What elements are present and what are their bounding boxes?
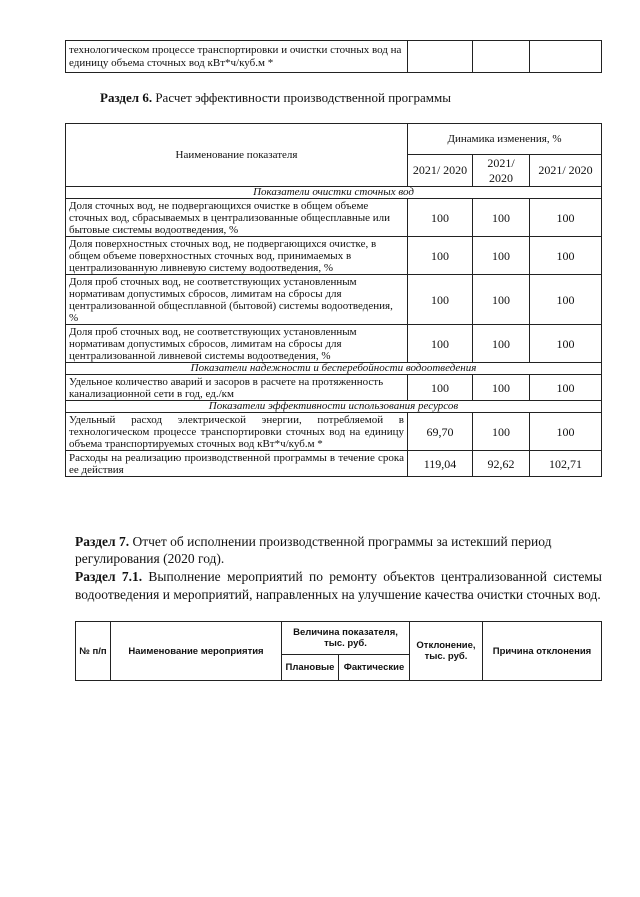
col-header-year: 2021/ 2020 <box>473 155 530 187</box>
col-header-fact: Фактические <box>339 655 410 681</box>
table-row <box>66 375 602 401</box>
col-header-num: № п/п <box>76 622 111 681</box>
section6-title: Расчет эффективности производственной программы <box>152 90 451 105</box>
value-cell: 100 <box>473 199 530 237</box>
value-cell: 92,62 <box>473 451 530 477</box>
indicator-name: Удельный расход электрической энергии, потребляемой в технологическом процессе транспортировки сточных вод на единицу объема транспортируемых сточных вод кВт*ч/куб.м * <box>66 413 408 451</box>
value-cell: 119,04 <box>408 451 473 477</box>
indicator-name: Доля поверхностных сточных вод, не подвергающихся очистке, в общем объеме поверхностных сточных вод, принимаемых в централизованную ливневую систему водоотведения, % <box>66 237 408 275</box>
value-cell: 100 <box>408 237 473 275</box>
group-row <box>66 187 602 199</box>
value-cell: 100 <box>530 237 602 275</box>
value-cell: 100 <box>473 375 530 401</box>
section7-label: Раздел 7. <box>75 534 130 549</box>
header-row <box>66 124 602 155</box>
value-cell: 100 <box>408 325 473 363</box>
value-cell: 100 <box>473 237 530 275</box>
col-header-name: Наименование показателя <box>66 124 408 187</box>
value-cell: 100 <box>530 275 602 325</box>
continued-table <box>65 40 602 73</box>
value-cell: 100 <box>530 375 602 401</box>
table-row <box>66 413 602 451</box>
section6-heading <box>100 90 451 106</box>
table-row <box>66 275 602 325</box>
table-row <box>66 237 602 275</box>
group-row <box>66 363 602 375</box>
value-cell: 100 <box>473 413 530 451</box>
col-header-dynamics: Динамика изменения, % <box>408 124 602 155</box>
section71-text: Выполнение мероприятий по ремонту объектов централизованной системы водоотведения и мероприятий, направленных на улучшение качества очистки сточных вод. <box>75 569 602 602</box>
value-cell: 100 <box>530 325 602 363</box>
indicator-name: Доля сточных вод, не подвергающихся очистке в общем объеме сточных вод, сбрасываемых в централизованные общесплавные или бытовые системы водоотведения, % <box>66 199 408 237</box>
value-cell <box>530 41 602 73</box>
value-cell <box>473 41 530 73</box>
value-cell: 100 <box>408 275 473 325</box>
col-header-plan: Плановые <box>282 655 339 681</box>
group-title: Показатели очистки сточных вод <box>66 187 602 199</box>
table-row <box>66 199 602 237</box>
value-cell: 102,71 <box>530 451 602 477</box>
value-cell: 100 <box>530 413 602 451</box>
efficiency-table <box>65 123 602 477</box>
col-header-deviation: Отклонение, тыс. руб. <box>410 622 483 681</box>
indicator-name: Удельное количество аварий и засоров в расчете на протяженность канализационной сети в год, ед./км <box>66 375 408 401</box>
table-row <box>66 325 602 363</box>
table-row <box>66 451 602 477</box>
value-cell: 100 <box>473 275 530 325</box>
value-cell: 100 <box>408 199 473 237</box>
table-row <box>66 41 602 73</box>
indicator-name-cell: технологическом процессе транспортировки и очистки сточных вод на единицу объема сточных вод кВт*ч/куб.м * <box>66 41 408 73</box>
section7-paragraph <box>75 533 602 567</box>
col-header-reason: Причина отклонения <box>483 622 602 681</box>
col-header-name: Наименование мероприятия <box>111 622 282 681</box>
measures-table <box>75 621 602 681</box>
group-title: Показатели надежности и бесперебойности водоотведения <box>66 363 602 375</box>
section6-label: Раздел 6. <box>100 90 153 105</box>
indicator-name: Доля проб сточных вод, не соответствующих установленным нормативам допустимых сбросов, лимитам на сбросы для централизованной общесплавной (бытовой) системы водоотведения, % <box>66 275 408 325</box>
value-cell <box>408 41 473 73</box>
col-header-year: 2021/ 2020 <box>530 155 602 187</box>
indicator-name: Расходы на реализацию производственной программы в течение срока ее действия <box>66 451 408 477</box>
value-cell: 100 <box>408 375 473 401</box>
value-cell: 100 <box>473 325 530 363</box>
section7-text: Отчет об исполнении производственной программы за истекший период регулирования (2020 год). <box>75 534 552 566</box>
section71-paragraph <box>75 568 602 603</box>
value-cell: 69,70 <box>408 413 473 451</box>
group-title: Показатели эффективности использования ресурсов <box>66 401 602 413</box>
group-row <box>66 401 602 413</box>
value-cell: 100 <box>530 199 602 237</box>
section71-label: Раздел 7.1. <box>75 569 143 584</box>
col-header-value: Величина показателя, тыс. руб. <box>282 622 410 655</box>
indicator-name: Доля проб сточных вод, не соответствующих установленным нормативам допустимых сбросов, лимитам на сбросы для централизованной ливневой системы водоотведения, % <box>66 325 408 363</box>
header-row <box>76 622 602 655</box>
col-header-year: 2021/ 2020 <box>408 155 473 187</box>
